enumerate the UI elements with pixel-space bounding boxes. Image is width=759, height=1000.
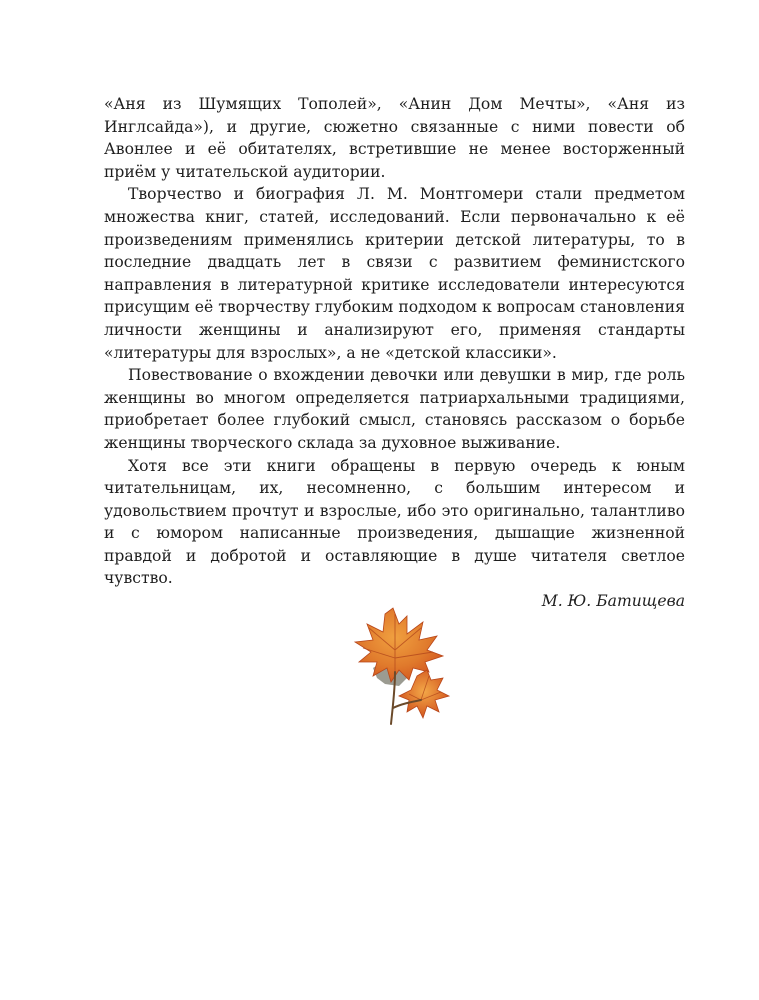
paragraph-narrative: Повествование о вхождении девочки или девушки в мир, где роль женщины во многом определяется патриархальными традициями, приобретает более глубокий смысл, становясь рассказом о борьбе женщины творческого склада за духовное выживание.: [104, 366, 685, 452]
paragraph-creativity: Творчество и биография Л. М. Монтгомери стали предметом множества книг, статей, исследований. Если первоначально к её произведениям применялись критерии детской литературы, то в последние двадцать лет в связи с развитием феминистского направления в литературной критике исследователи интересуются присущим её творчеству глубоким подходом к вопросам становления личности женщины и анализируют его, применяя стандарты «литературы для взрослых», а не «детской классики».: [104, 185, 685, 362]
author-signature: М. Ю. Батищева: [541, 592, 685, 611]
maple-leaf-icon: [333, 600, 463, 730]
text-block: [104, 93, 685, 613]
paragraph-continuation: «Аня из Шумящих Тополей», «Анин Дом Мечты», «Аня из Инглсайда»), и другие, сюжетно связанные с ними повести об Авонлее и её обитателях, встретившие не менее восторженный приём у читательской аудитории.: [104, 95, 685, 181]
paragraph-readers: Хотя все эти книги обращены в первую очередь к юным читательницам, их, несомненно, с большим интересом и удовольствием прочтут и взрослые, ибо это оригинально, талантливо и с юмором написанные произведения, дышащие жизненной правдой и добротой и оставляющие в душе читателя светлое чувство.: [104, 456, 685, 588]
